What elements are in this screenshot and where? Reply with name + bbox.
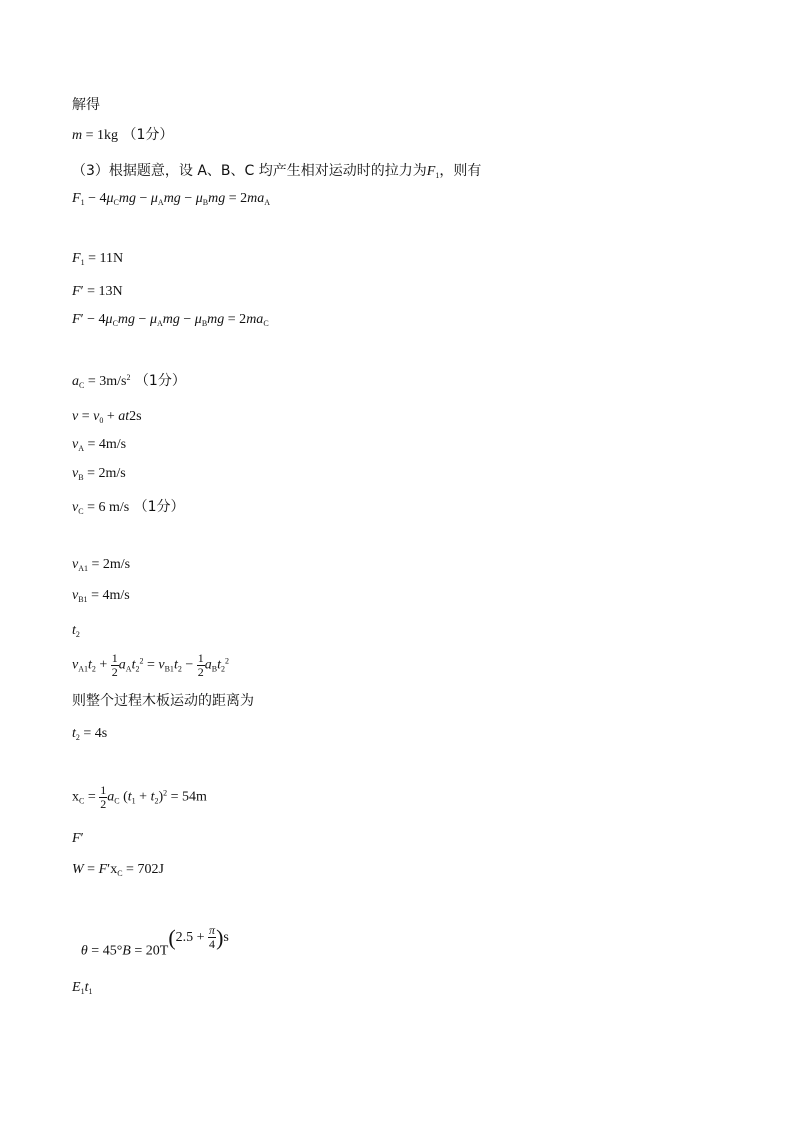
score-label: （1分）	[133, 499, 185, 515]
text-when-f: F′ = 13N	[72, 284, 123, 299]
equation-f1-result: $F_1 = 11N$	[72, 251, 124, 267]
equation-xc: $x_C$ = $\frac{1}{2}$ $a_C$ $(t_1 + t_2)^2 = 54m$	[72, 783, 207, 811]
equation-ac: $a_C = 3m/s^2$ （1分）	[72, 373, 186, 390]
text-part3-intro: （3）根据题意，设 A、B、C 均产生相对运动时的拉力为$F_1$，则有	[72, 163, 482, 180]
equation-fprime: $F' - 4\mu_Cmg - \mu_Amg - \mu_Bmg = 2ma_C$	[72, 312, 269, 328]
equation-vb1: $v_{B1} = 4m/s$	[72, 588, 130, 604]
text-second-collision: $t_2$	[72, 623, 80, 639]
equation-w: $W = F'x_C = 702J$	[72, 862, 164, 878]
analysis-line: $E_1t_1$	[72, 980, 93, 996]
equation-vb: $v_B = 2m/s$	[72, 466, 126, 482]
equation-f1: $F_1 - 4\mu_Cmg - \mu_Amg - \mu_Bmg = 2ma_A$	[72, 191, 271, 207]
text-work: F′	[72, 831, 84, 846]
text-jiede-4: 则整个过程木板运动的距离为	[72, 693, 254, 709]
answer-line: θ = 45°B = 20T(2.5 + $\frac{\pi}{4}$ )s	[80, 923, 229, 959]
score-label: （1分）	[122, 127, 174, 143]
text-kinematics: $v = v_0 + at2s$	[72, 409, 142, 425]
equation-m: m = 1kg （1分）	[72, 127, 174, 143]
equation-vc: $v_C = 6$ m/s （1分）	[72, 499, 185, 516]
equation-displacement: $v_{A1}t_2$ + $\frac{1}{2}$ $a_At_2^2 = v_{B1}t_2$ − $\frac{1}{2}$ $a_Bt_2^2$	[72, 651, 229, 679]
score-label: （1分）	[134, 373, 186, 389]
equation-t2: $t_2 = 4s$	[72, 726, 108, 742]
equation-va: $v_A = 4m/s$	[72, 437, 127, 453]
text-jiede-1: 解得	[72, 97, 100, 113]
equation-va1: $v_{A1} = 2m/s$	[72, 557, 131, 573]
